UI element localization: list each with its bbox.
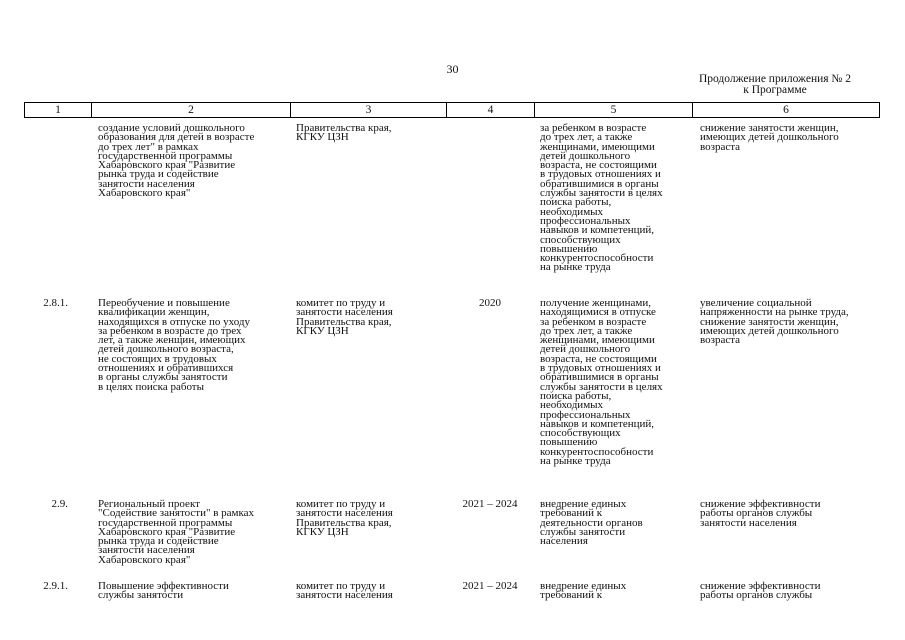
period: 2021 – 2024 — [462, 498, 518, 510]
measure-name: создание условий дошкольного образования для детей в возрасте до трех лет" в рамках государственной программы Хабаровского края "Развитие рынка труда и содействие занятости населения Хабаровского края" — [98, 122, 255, 200]
annex-note-line-1: Продолжение приложения № 2 — [698, 73, 852, 85]
column-number-header — [24, 102, 880, 118]
measure-name: Повышение эффективности службы занятости — [98, 580, 229, 602]
consequences: снижение эффективности работы органов службы занятости населения — [700, 498, 821, 529]
annex-note-line-2: к Программе — [743, 84, 807, 96]
row-number: 2.9. — [51, 498, 68, 510]
row-number: 2.9.1. — [43, 580, 68, 592]
measure-name: Региональный проект "Содействие занятости" в рамках государственной программы Хабаровского края "Развитие рынка труда и содействие занятости населения Хабаровского края" — [98, 498, 255, 566]
consequences: снижение занятости женщин, имеющих детей дошкольного возраста — [700, 122, 839, 153]
column-header-3: 3 — [291, 103, 447, 118]
row-number: 2.8.1. — [43, 297, 68, 309]
expected-result: получение женщинами, находящимися в отпуске за ребенком в возрасте до трех лет, а также женщинами, имеющими детей дошкольного возраста, не состоящими в трудовых отношениях и обратившимися в органы службы занятости в целях поиска работы, необходимых профессиональных навыков и компетенций, способствующих повышению конкурентоспособности на рынке труда — [540, 297, 663, 468]
expected-result: за ребенком в возрасте до трех лет, а также женщинами, имеющими детей дошкольного возраста, не состоящими в трудовых отношениях и обратившимися в органы службы занятости в целях поиска работы, необходимых профессиональных навыков и компетенций, способствующих повышению конкурентоспособности на рынке труда — [540, 122, 663, 274]
column-header-2: 2 — [92, 103, 291, 118]
consequences: увеличение социальной напряженности на рынке труда, снижение занятости женщин, имеющих детей дошкольного возраста — [700, 297, 849, 347]
executor: комитет по труду и занятости населения Правительства края, КГКУ ЦЗН — [296, 498, 393, 538]
measure-name: Переобучение и повышение квалификации женщин, находящихся в отпуске по уходу за ребенком в возрасте до трех лет, а также женщин, имеющих детей дошкольного возраста, не состоящих в трудовых отношениях и обратившихся в органы службы занятости в целях поиска работы — [98, 297, 250, 393]
expected-result: внедрение единых требований к деятельности органов службы занятости населения — [540, 498, 643, 548]
consequences: снижение эффективности работы органов службы — [700, 580, 821, 602]
executor: комитет по труду и занятости населения — [296, 580, 393, 602]
period: 2021 – 2024 — [462, 580, 518, 592]
expected-result: внедрение единых требований к — [540, 580, 627, 602]
column-header-6: 6 — [693, 103, 880, 118]
period: 2020 — [479, 297, 501, 309]
column-header-4: 4 — [447, 103, 535, 118]
executor: комитет по труду и занятости населения Правительства края, КГКУ ЦЗН — [296, 297, 393, 337]
page-number: 30 — [446, 62, 459, 76]
header-row — [25, 103, 880, 118]
executor: Правительства края, КГКУ ЦЗН — [296, 122, 392, 144]
annex-note — [680, 74, 870, 96]
column-header-5: 5 — [535, 103, 693, 118]
column-header-1: 1 — [25, 103, 92, 118]
